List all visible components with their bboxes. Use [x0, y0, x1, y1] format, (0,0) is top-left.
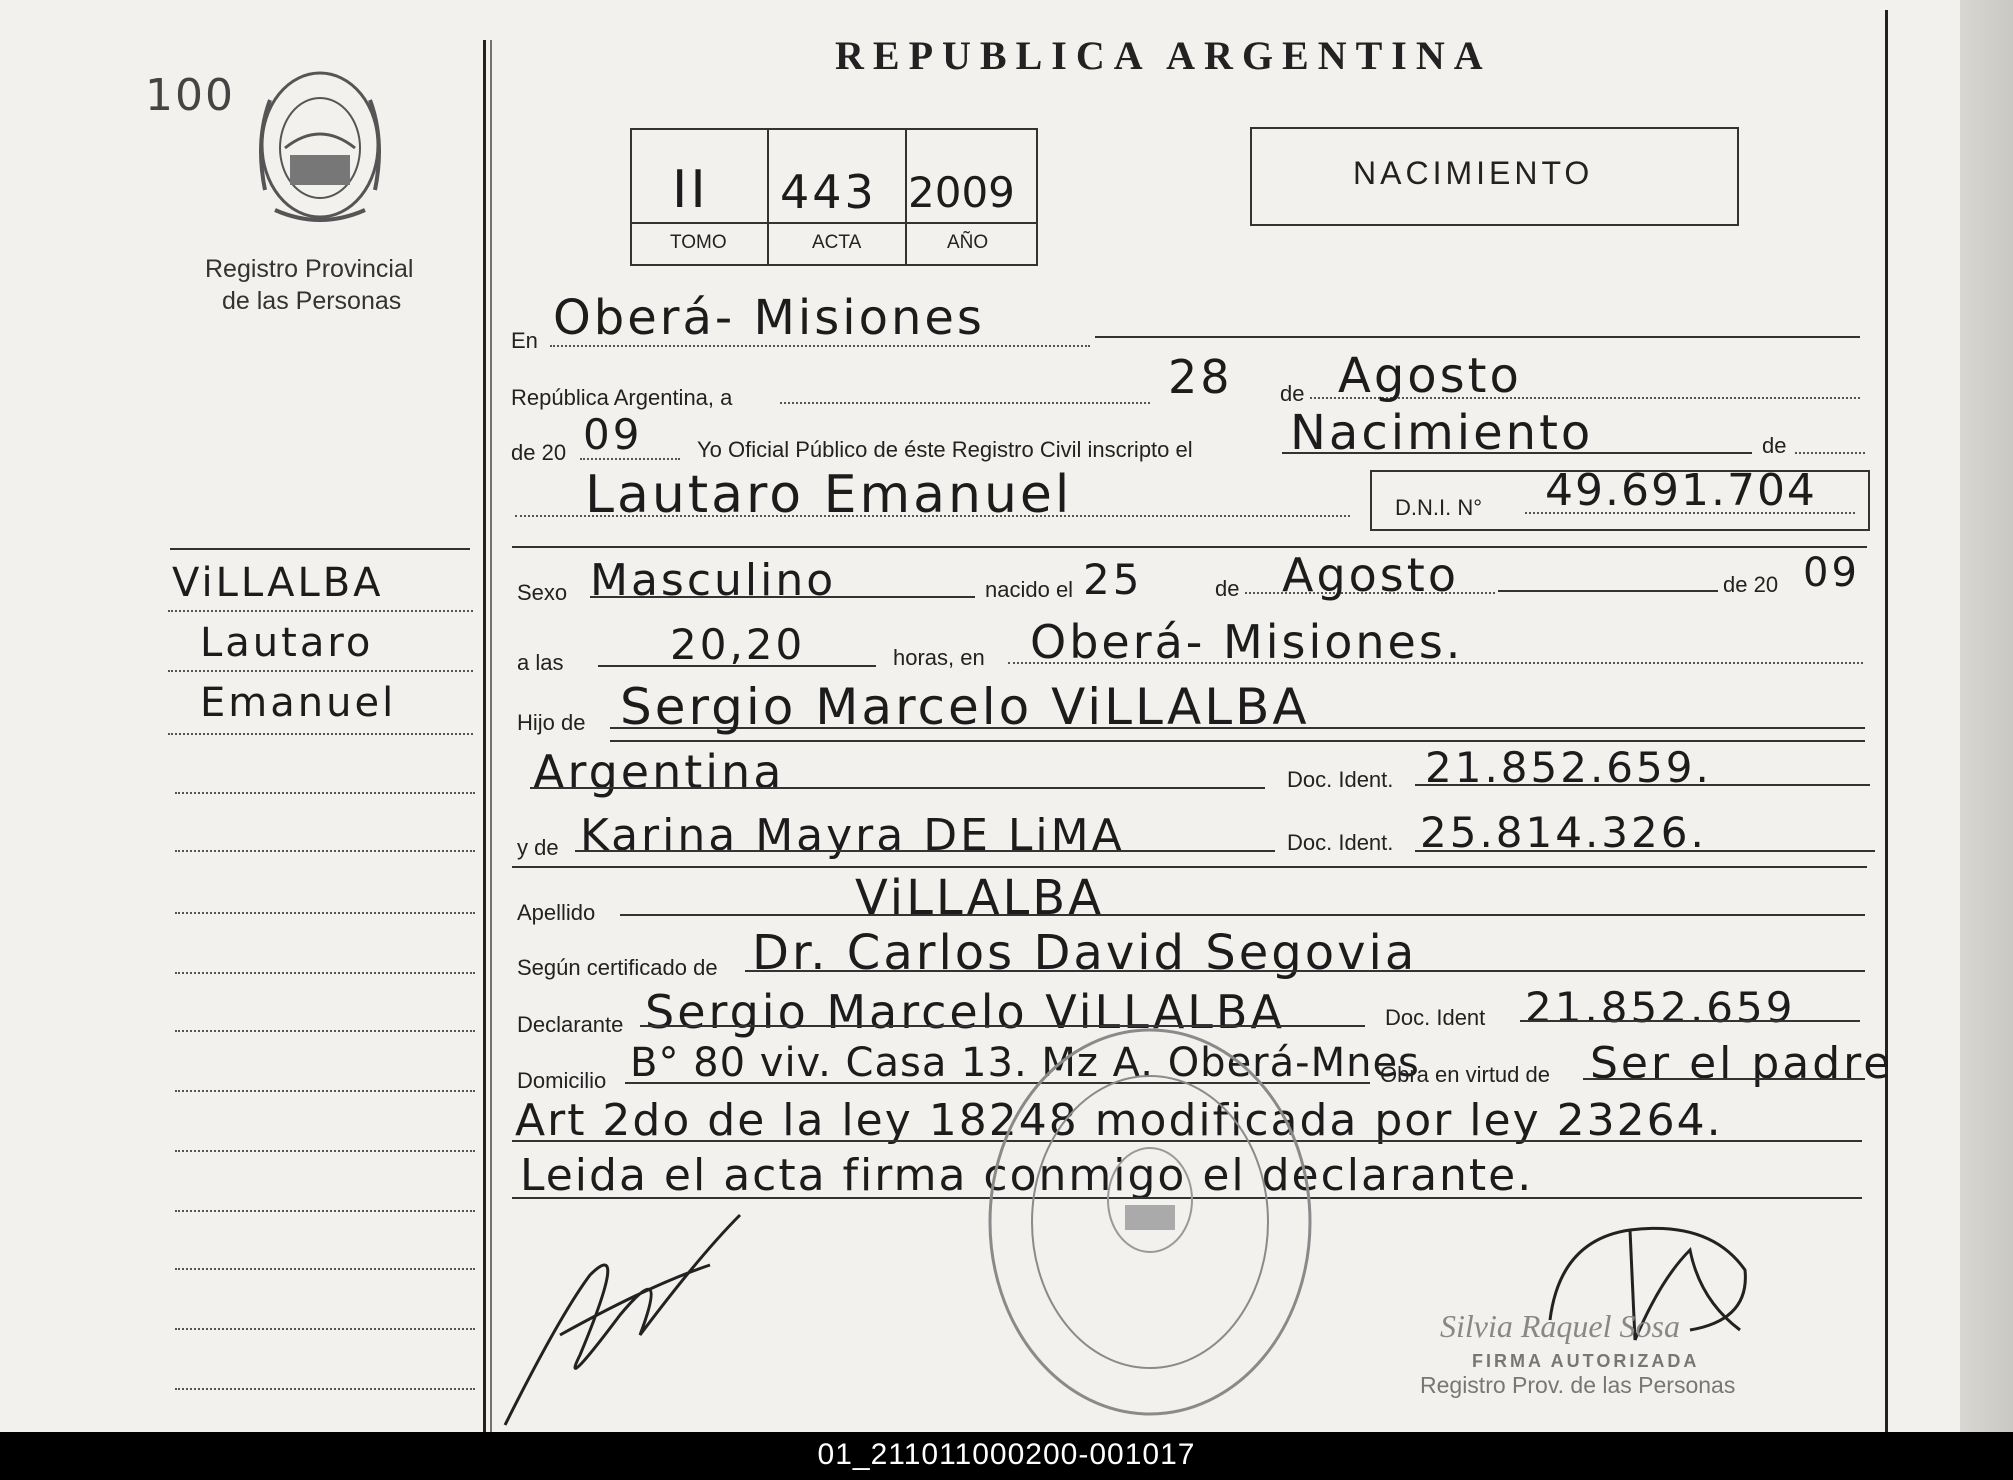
legal-note-line-2: Leida el acta firma conmigo el declarante. [520, 1150, 1534, 1201]
birth-day-field: 25 [1083, 555, 1143, 604]
label-de-20-b: de 20 [1723, 572, 1779, 597]
label-en: En [511, 328, 538, 353]
hour-field: 20,20 [670, 620, 806, 669]
mother-doc-field: 25.814.326. [1420, 808, 1707, 857]
record-table-divider [632, 222, 1036, 224]
field-line [1095, 336, 1860, 338]
birth-place-field: Oberá- Misiones. [1030, 615, 1464, 669]
label-de-2: de [1762, 433, 1787, 458]
margin-line [168, 733, 473, 735]
inscription-field: Nacimiento [1290, 405, 1594, 461]
field-line [1520, 1020, 1860, 1022]
margin-second-name: Emanuel [200, 680, 397, 726]
declarant-doc-field: 21.852.659 [1525, 983, 1796, 1032]
label-doc-ident: Doc. Ident [1385, 1005, 1486, 1030]
page-number: 100 [145, 70, 235, 121]
official-title: FIRMA AUTORIZADA [1472, 1351, 1700, 1371]
scan-footer-bar [0, 1432, 2013, 1480]
day-field: 28 [1168, 350, 1233, 404]
sex-field: Masculino [590, 555, 837, 606]
registry-seal-icon [985, 1025, 1315, 1420]
registry-line-2: de las Personas [222, 287, 402, 315]
field-line [1498, 590, 1718, 592]
label-horas: horas, en [893, 645, 985, 670]
label-y-de: y de [517, 835, 559, 860]
field-line [610, 740, 1865, 742]
field-line [745, 970, 1865, 972]
margin-line [175, 972, 475, 974]
field-line [1415, 784, 1870, 786]
label-obra: Obra en virtud de [1380, 1062, 1550, 1087]
margin-line [175, 1210, 475, 1212]
field-line [1795, 452, 1865, 454]
father-field: Sergio Marcelo ViLLALBA [620, 678, 1310, 736]
label-sexo: Sexo [517, 580, 568, 605]
margin-line [175, 1268, 475, 1270]
label-apellido: Apellido [517, 900, 596, 925]
label-alas: a las [517, 650, 564, 675]
margin-line [175, 850, 475, 852]
record-cell-divider [905, 128, 907, 264]
ano-label: AÑO [947, 232, 989, 253]
official-office: Registro Prov. de las Personas [1420, 1372, 1736, 1398]
document-title: REPUBLICA ARGENTINA [835, 33, 1492, 78]
birth-year-field: 09 [1803, 550, 1860, 596]
year-field: 09 [583, 410, 643, 459]
label-de: de [1280, 381, 1305, 406]
left-border [483, 40, 486, 1432]
legal-note-line-1: Art 2do de la ley 18248 modificada por ley 23264. [515, 1095, 1723, 1146]
address-field: B° 80 viv. Casa 13. Mz A. Oberá-Mnes [630, 1040, 1420, 1086]
legal-basis-field: Ser el padre [1590, 1038, 1894, 1089]
field-line [1415, 850, 1875, 852]
acta-value: 443 [780, 165, 877, 219]
field-line [575, 850, 1275, 852]
record-type: NACIMIENTO [1353, 155, 1594, 191]
label-republica: República Argentina, a [511, 385, 733, 410]
acta-label: ACTA [812, 232, 862, 253]
official-name: Silvia Raquel Sosa [1440, 1308, 1680, 1344]
name-field: Lautaro Emanuel [585, 465, 1073, 525]
section-rule [512, 546, 1867, 548]
margin-line [175, 1388, 475, 1390]
left-border-inner [490, 40, 492, 1432]
margin-line [175, 1150, 475, 1152]
nationality-field: Argentina [533, 745, 785, 799]
field-line [590, 596, 975, 598]
surname-field: ViLLALBA [855, 870, 1105, 926]
label-dni: D.N.I. N° [1395, 495, 1483, 520]
label-de-20: de 20 [511, 440, 567, 465]
record-cell-divider [767, 128, 769, 264]
margin-line [175, 912, 475, 914]
next-page-edge [1960, 0, 2013, 1432]
month-field: Agosto [1338, 348, 1522, 404]
ano-value: 2009 [908, 168, 1015, 217]
birth-month-field: Agosto [1282, 548, 1459, 602]
dni-field: 49.691.704 [1545, 465, 1817, 516]
mother-field: Karina Mayra DE LiMA [580, 810, 1125, 861]
field-line [780, 402, 1150, 404]
margin-first-name: Lautaro [200, 620, 374, 666]
label-declarante: Declarante [517, 1012, 624, 1037]
father-doc-field: 21.852.659. [1425, 743, 1712, 792]
margin-line [175, 792, 475, 794]
label-doc-2: Doc. Ident. [1287, 830, 1394, 855]
margin-line [175, 1090, 475, 1092]
registry-line-1: Registro Provincial [205, 255, 414, 283]
certificate-doctor-field: Dr. Carlos David Segovia [752, 925, 1418, 981]
margin-line [168, 670, 473, 672]
place-field: Oberá- Misiones [553, 290, 985, 346]
label-nacido: nacido el [985, 577, 1074, 602]
declarant-signature [500, 1195, 790, 1430]
margin-line [175, 1328, 475, 1330]
label-de-3: de [1215, 576, 1240, 601]
field-line [620, 914, 1865, 916]
margin-line [175, 1030, 475, 1032]
provincial-crest-icon [245, 60, 395, 225]
label-oficial: Yo Oficial Público de éste Registro Civil inscripto el [697, 437, 1193, 462]
label-hijo: Hijo de [517, 710, 586, 735]
section-rule [512, 866, 1867, 868]
margin-surname: ViLLALBA [172, 560, 384, 606]
margin-line [168, 610, 473, 612]
label-domicilio: Domicilio [517, 1068, 607, 1093]
label-segun: Según certificado de [517, 955, 718, 980]
scan-code: 01_211011000200-001017 [817, 1438, 1196, 1471]
declarant-field: Sergio Marcelo ViLLALBA [645, 985, 1285, 1039]
right-border [1885, 10, 1888, 1432]
margin-rule [170, 548, 470, 550]
tomo-label: TOMO [670, 232, 727, 253]
tomo-value: II [672, 160, 709, 220]
field-line [530, 787, 1265, 789]
field-line [1583, 1078, 1865, 1080]
label-doc-1: Doc. Ident. [1287, 767, 1394, 792]
